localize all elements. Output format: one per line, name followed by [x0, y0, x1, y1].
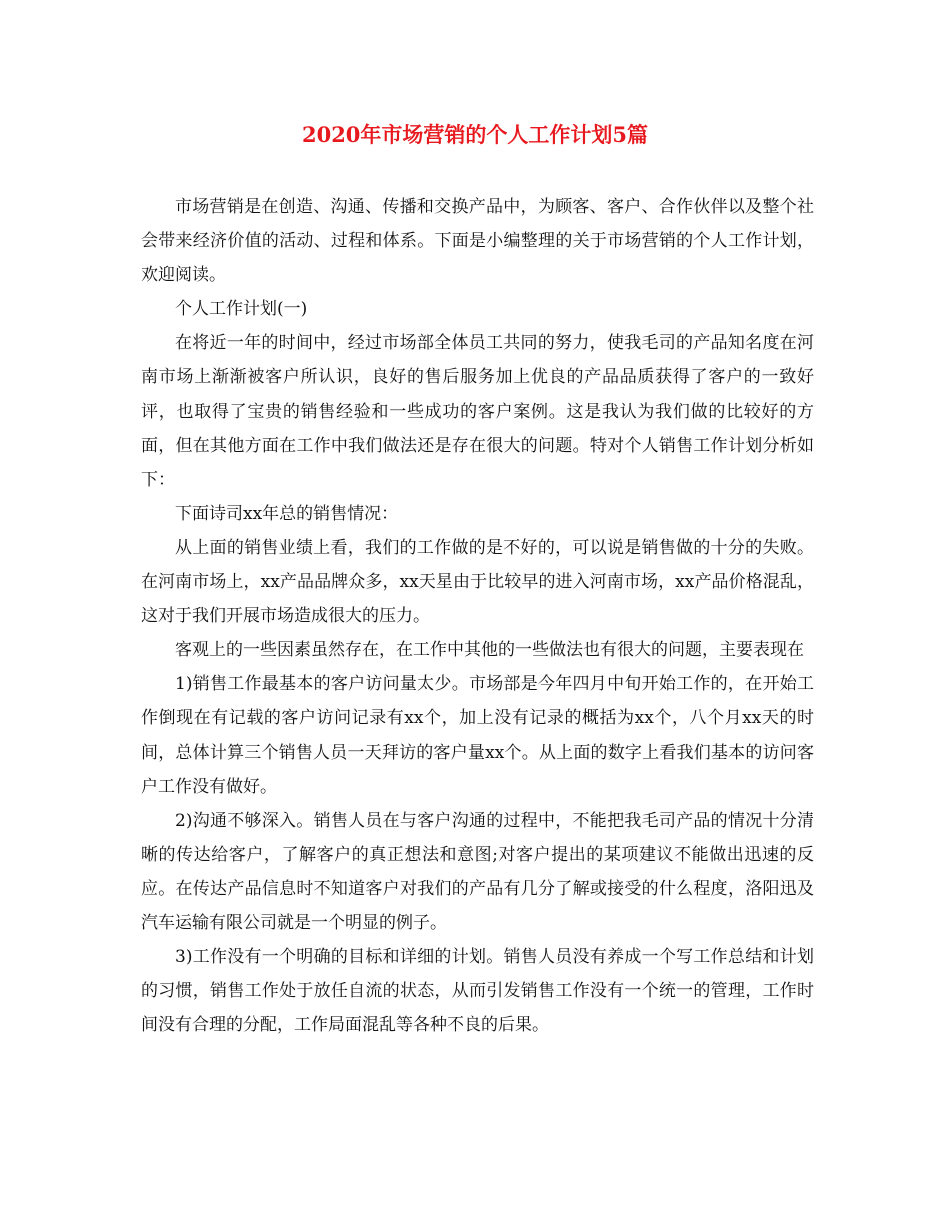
- document-body: [141, 190, 814, 1042]
- body-paragraph: 在将近一年的时间中，经过市场部全体员工共同的努力，使我毛司的产品知名度在河南市场上渐渐被客户所认识，良好的售后服务加上优良的产品品质获得了客户的一致好评，也取得了宝贵的销售经验和一些成功的客户案例。这是我认为我们做的比较好的方面，但在其他方面在工作中我们做法还是存在很大的问题。特对个人销售工作计划分析如下：: [141, 333, 814, 490]
- section-heading: 个人工作计划(一): [175, 299, 308, 320]
- body-paragraph: 下面诗司xx年总的销售情况：: [175, 503, 399, 524]
- document-title: 2020年市场营销的个人工作计划5篇: [301, 122, 649, 147]
- body-paragraph: 从上面的销售业绩上看，我们的工作做的是不好的，可以说是销售做的十分的失败。在河南市场上，xx产品品牌众多，xx天星由于比较早的进入河南市场，xx产品价格混乱，这对于我们开展市场造成很大的压力。: [141, 537, 814, 627]
- list-item-paragraph: 1)销售工作最基本的客户访问量太少。市场部是今年四月中旬开始工作的，在开始工作倒现在有记载的客户访问记录有xx个，加上没有记录的概括为xx个，八个月xx天的时间，总体计算三个销售人员一天拜访的客户量xx个。从上面的数字上看我们基本的访问客户工作没有做好。: [141, 674, 814, 797]
- intro-paragraph: 市场营销是在创造、沟通、传播和交换产品中，为顾客、客户、合作伙伴以及整个社会带来经济价值的活动、过程和体系。下面是小编整理的关于市场营销的个人工作计划，欢迎阅读。: [141, 197, 814, 286]
- list-item-paragraph: 2)沟通不够深入。销售人员在与客户沟通的过程中，不能把我毛司产品的情况十分清晰的传达给客户，了解客户的真正想法和意图;对客户提出的某项建议不能做出迅速的反应。在传达产品信息时不知道客户对我们的产品有几分了解或接受的什么程度，洛阳迅及汽车运输有限公司就是一个明显的例子。: [141, 810, 814, 933]
- list-item-paragraph: 3)工作没有一个明确的目标和详细的计划。销售人员没有养成一个写工作总结和计划的习惯，销售工作处于放任自流的状态，从而引发销售工作没有一个统一的管理，工作时间没有合理的分配，工作局面混乱等各种不良的后果。: [141, 947, 814, 1036]
- body-paragraph: 客观上的一些因素虽然存在，在工作中其他的一些做法也有很大的问题，主要表现在: [175, 640, 804, 661]
